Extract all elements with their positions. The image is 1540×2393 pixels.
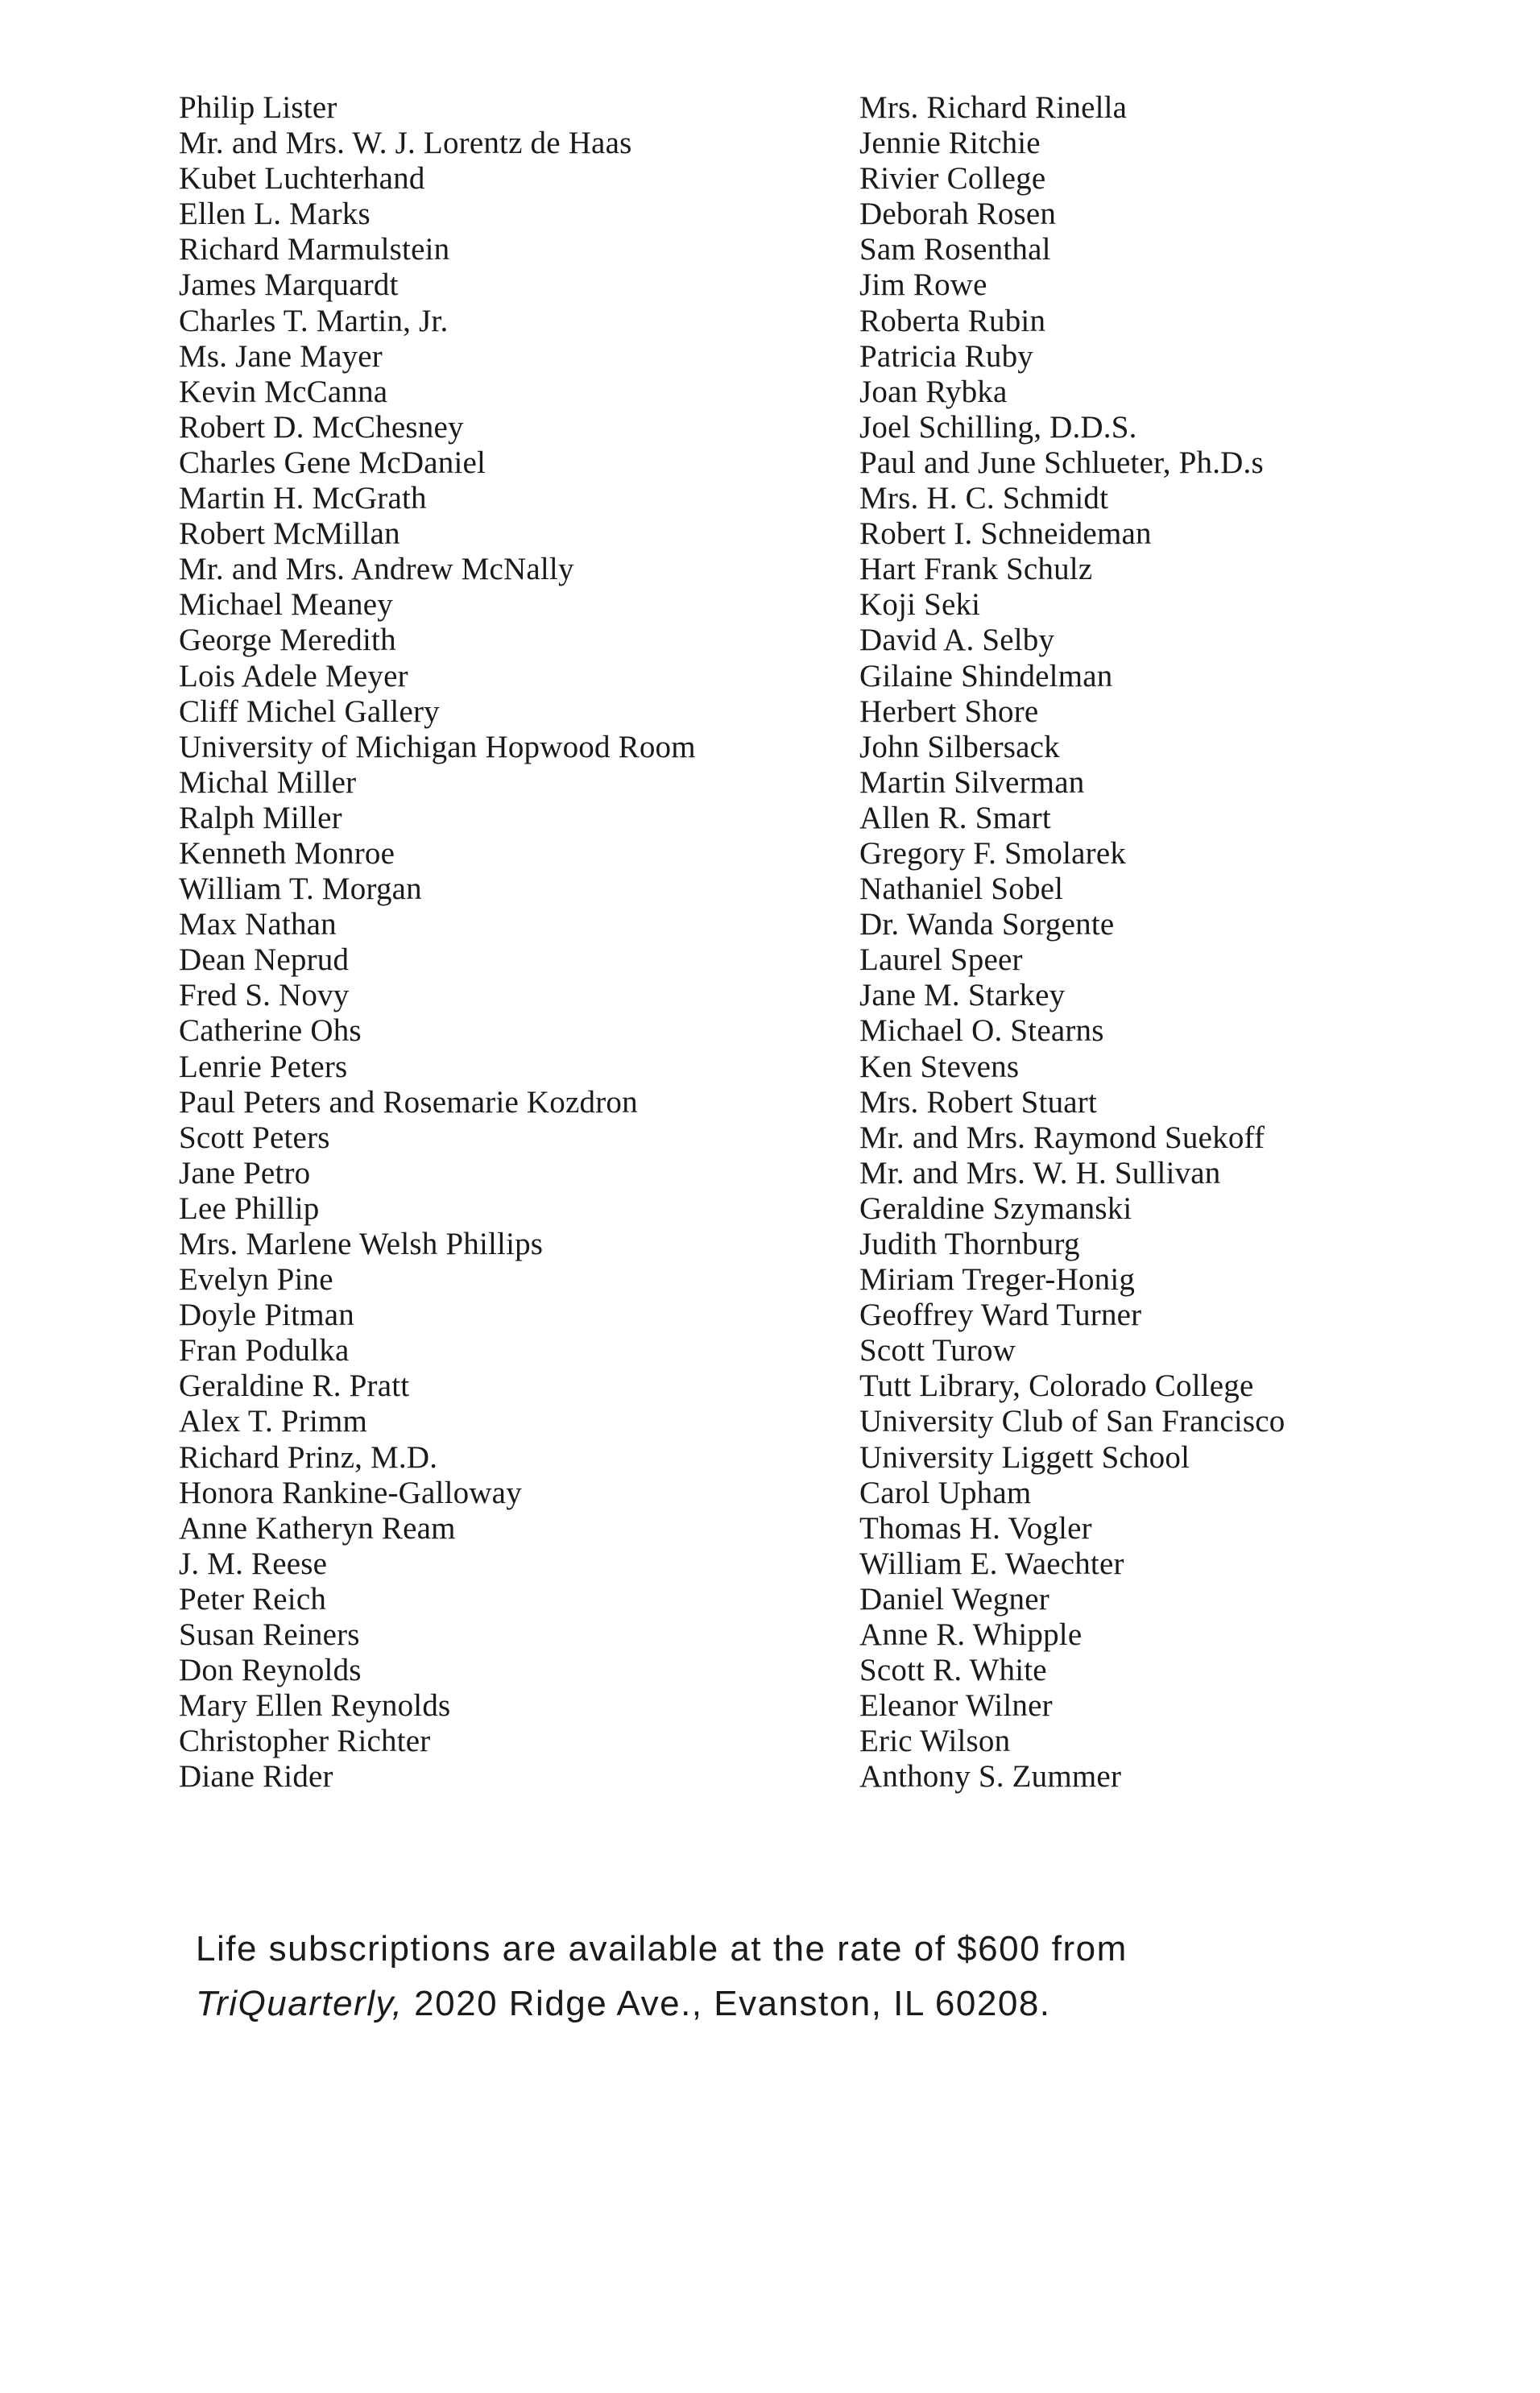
- name-entry: Susan Reiners: [179, 1617, 360, 1653]
- name-entry: Ken Stevens: [859, 1049, 1020, 1084]
- name-entry: Koji Seki: [859, 587, 981, 623]
- name-entry: Deborah Rosen: [859, 197, 1057, 232]
- name-entry: Peter Reich: [179, 1581, 327, 1617]
- name-entry: Michael O. Stearns: [859, 1013, 1104, 1049]
- name-entry: Robert D. McChesney: [179, 409, 464, 445]
- name-entry: Lee Phillip: [179, 1190, 320, 1226]
- name-entry: Laurel Speer: [859, 942, 1023, 978]
- name-entry: Eleanor Wilner: [859, 1688, 1053, 1724]
- name-entry: Dr. Wanda Sorgente: [859, 907, 1115, 942]
- name-entry: Anne Katheryn Ream: [179, 1510, 456, 1546]
- name-entry: Lenrie Peters: [179, 1049, 348, 1084]
- name-entry: Geraldine Szymanski: [859, 1190, 1132, 1226]
- name-entry: Kenneth Monroe: [179, 835, 395, 871]
- name-entry: Judith Thornburg: [859, 1227, 1080, 1261]
- name-entry: Mrs. Richard Rinella: [859, 90, 1128, 125]
- name-entry: Jim Rowe: [859, 267, 987, 303]
- name-entry: Hart Frank Schulz: [859, 552, 1093, 587]
- right-name-column: [859, 90, 1520, 1795]
- name-entry: Carol Upham: [859, 1475, 1032, 1510]
- notice-line-1: Life subscriptions are available at the rate of $600 from: [196, 1929, 1128, 1969]
- name-entry: Don Reynolds: [179, 1653, 362, 1688]
- name-entry: University Liggett School: [859, 1439, 1190, 1475]
- name-entry: Paul and June Schlueter, Ph.D.s: [859, 445, 1264, 480]
- name-entry: Richard Marmulstein: [179, 232, 450, 267]
- name-entry: John Silbersack: [859, 729, 1060, 764]
- name-entry: Mrs. H. C. Schmidt: [859, 481, 1109, 516]
- name-entry: Richard Prinz, M.D.: [179, 1439, 438, 1475]
- name-entry: Jane M. Starkey: [859, 978, 1066, 1013]
- name-entry: Christopher Richter: [179, 1724, 431, 1759]
- name-entry: J. M. Reese: [179, 1546, 328, 1581]
- name-entry: Mrs. Robert Stuart: [859, 1084, 1097, 1120]
- name-entry: Miriam Treger-Honig: [859, 1262, 1136, 1298]
- name-entry: Diane Rider: [179, 1759, 333, 1795]
- name-entry: Kevin McCanna: [179, 374, 388, 409]
- address-text: 2020 Ridge Ave., Evanston, IL 60208.: [403, 1984, 1051, 2023]
- name-entry: Jennie Ritchie: [859, 126, 1041, 161]
- name-entry: University Club of San Francisco: [859, 1404, 1285, 1439]
- name-entry: Max Nathan: [179, 907, 337, 942]
- name-entry: Robert McMillan: [179, 516, 400, 552]
- name-entry: Cliff Michel Gallery: [179, 693, 440, 729]
- name-entry: Lois Adele Meyer: [179, 658, 408, 693]
- name-entry: Nathaniel Sobel: [859, 871, 1064, 907]
- name-entry: Ms. Jane Mayer: [179, 338, 383, 374]
- name-entry: Alex T. Primm: [179, 1404, 368, 1439]
- name-entry: Ralph Miller: [179, 800, 342, 835]
- name-entry: James Marquardt: [179, 267, 399, 303]
- name-entry: Mr. and Mrs. W. J. Lorentz de Haas: [179, 126, 632, 161]
- name-entry: Allen R. Smart: [859, 800, 1051, 835]
- name-entry: Jane Petro: [179, 1155, 311, 1190]
- name-entry: Martin Silverman: [859, 764, 1085, 800]
- name-entry: Joel Schilling, D.D.S.: [859, 409, 1137, 445]
- name-entry: Mary Ellen Reynolds: [179, 1688, 451, 1724]
- name-entry: Honora Rankine-Galloway: [179, 1475, 522, 1510]
- name-entry: Dean Neprud: [179, 942, 350, 978]
- name-entry: George Meredith: [179, 623, 396, 658]
- name-entry: Charles Gene McDaniel: [179, 445, 486, 480]
- name-entry: Martin H. McGrath: [179, 481, 427, 516]
- publication-name: TriQuarterly,: [196, 1984, 404, 2023]
- name-entry: David A. Selby: [859, 623, 1055, 658]
- name-entry: Charles T. Martin, Jr.: [179, 303, 449, 338]
- name-entry: Mr. and Mrs. Andrew McNally: [179, 552, 574, 587]
- name-entry: William T. Morgan: [179, 871, 422, 907]
- name-entry: Philip Lister: [179, 90, 337, 125]
- name-entry: Scott Peters: [179, 1120, 330, 1155]
- subscription-notice: [196, 1922, 1484, 2031]
- name-entry: University of Michigan Hopwood Room: [179, 729, 696, 764]
- name-entry: Thomas H. Vogler: [859, 1510, 1092, 1546]
- name-entry: Michal Miller: [179, 764, 357, 800]
- name-entry: Geraldine R. Pratt: [179, 1368, 410, 1404]
- left-name-column: [179, 90, 839, 1795]
- name-entry: Mr. and Mrs. W. H. Sullivan: [859, 1155, 1221, 1190]
- name-entry: Scott R. White: [859, 1653, 1047, 1688]
- name-entry: Roberta Rubin: [859, 303, 1046, 338]
- name-entry: Mrs. Marlene Welsh Phillips: [179, 1227, 544, 1261]
- name-entry: Michael Meaney: [179, 587, 393, 623]
- name-entry: Anne R. Whipple: [859, 1617, 1083, 1653]
- name-entry: Geoffrey Ward Turner: [859, 1298, 1142, 1333]
- name-entry: Tutt Library, Colorado College: [859, 1368, 1254, 1404]
- name-entry: Kubet Luchterhand: [179, 161, 425, 197]
- name-entry: Patricia Ruby: [859, 338, 1033, 374]
- name-entry: Doyle Pitman: [179, 1298, 354, 1333]
- name-entry: Ellen L. Marks: [179, 197, 371, 232]
- name-entry: Mr. and Mrs. Raymond Suekoff: [859, 1120, 1265, 1155]
- name-entry: Herbert Shore: [859, 693, 1039, 729]
- notice-line-2: [196, 1977, 1484, 2031]
- name-entry: William E. Waechter: [859, 1546, 1124, 1581]
- name-entry: Joan Rybka: [859, 374, 1008, 409]
- name-entry: Fred S. Novy: [179, 978, 350, 1013]
- name-entry: Evelyn Pine: [179, 1262, 333, 1298]
- name-entry: Robert I. Schneideman: [859, 516, 1152, 552]
- name-entry: Daniel Wegner: [859, 1581, 1049, 1617]
- name-entry: Scott Turow: [859, 1333, 1016, 1368]
- name-entry: Sam Rosenthal: [859, 232, 1051, 267]
- name-entry: Gregory F. Smolarek: [859, 835, 1127, 871]
- name-entry: Catherine Ohs: [179, 1013, 362, 1049]
- name-entry: Paul Peters and Rosemarie Kozdron: [179, 1084, 638, 1120]
- name-entry: Anthony S. Zummer: [859, 1759, 1122, 1795]
- name-entry: Gilaine Shindelman: [859, 658, 1113, 693]
- name-entry: Fran Podulka: [179, 1333, 350, 1368]
- name-entry: Rivier College: [859, 161, 1046, 197]
- name-entry: Eric Wilson: [859, 1724, 1011, 1759]
